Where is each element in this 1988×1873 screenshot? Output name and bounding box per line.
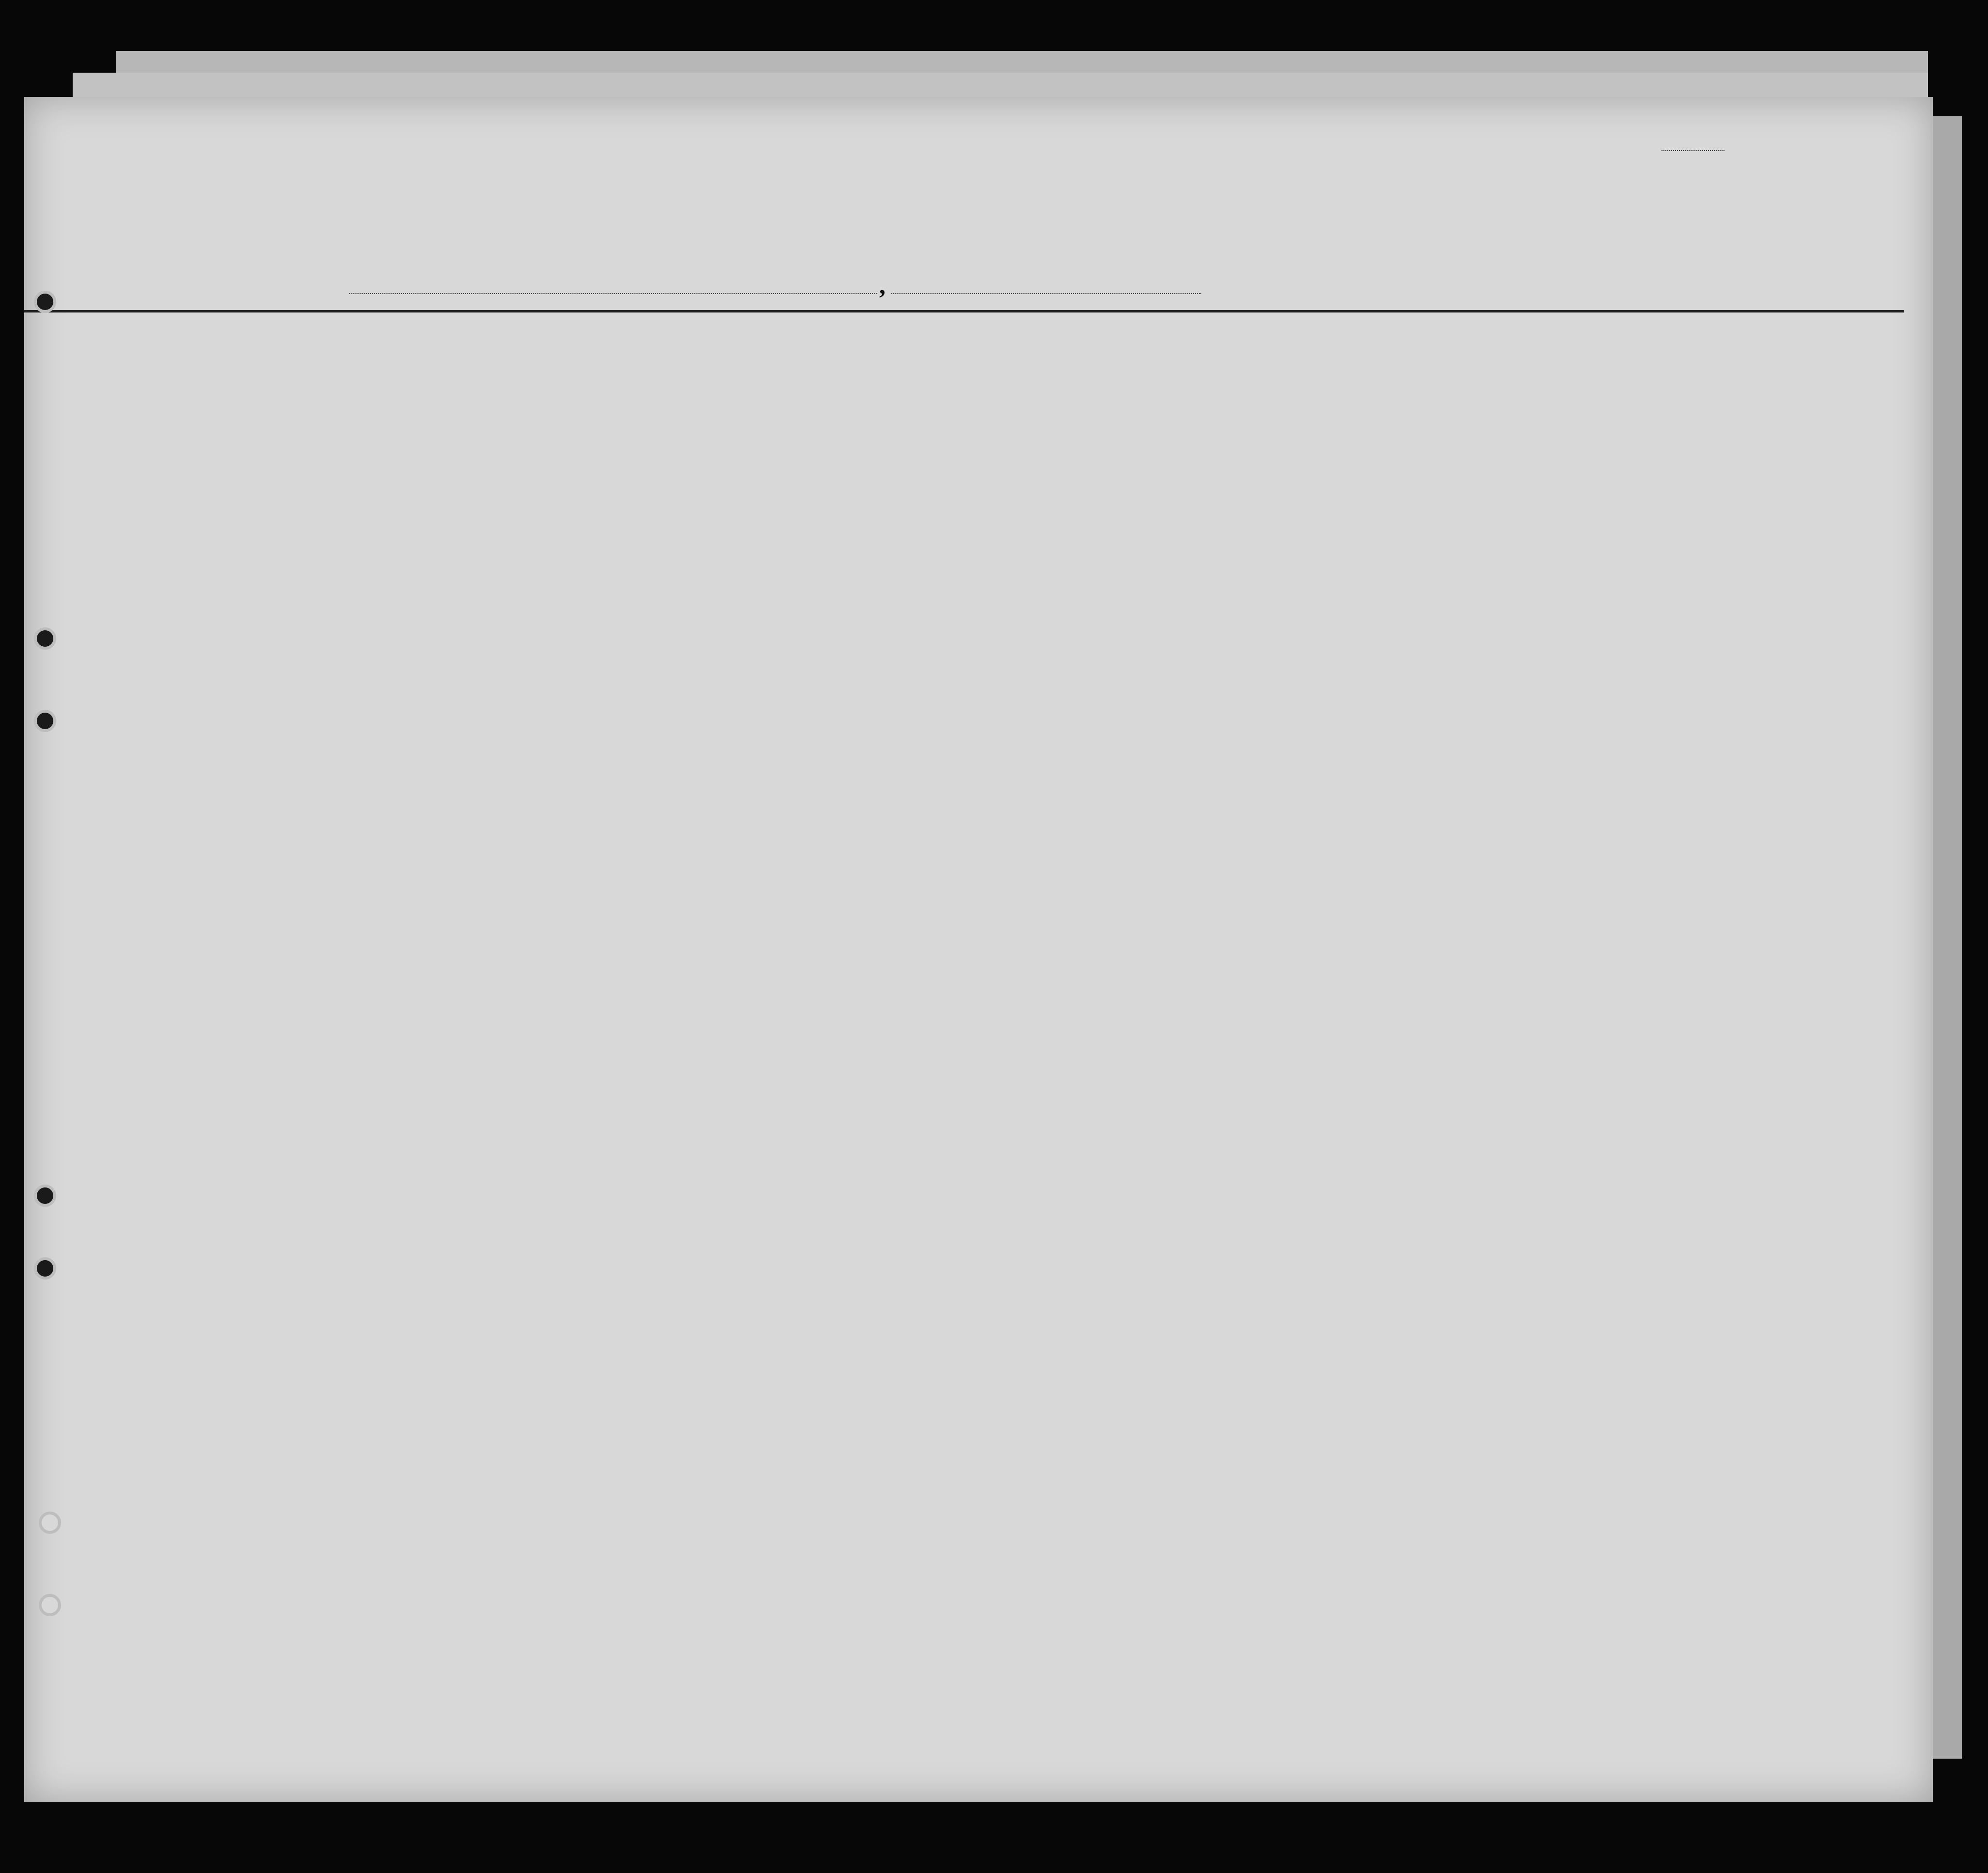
binder-hole-icon (34, 627, 56, 650)
binder-hole-icon (34, 291, 56, 313)
col30-header (1451, 368, 1475, 581)
binder-hole-icon (39, 1512, 61, 1534)
date-underline (891, 293, 1201, 294)
binder-hole-icon (34, 1257, 56, 1280)
col28-header (1364, 368, 1402, 581)
port-underline (349, 293, 877, 294)
binder-hole-icon (34, 1185, 56, 1207)
list-label-area (1662, 133, 1724, 156)
col25-header (1269, 368, 1298, 581)
binder-hole-icon (34, 710, 56, 732)
col24a-header (1124, 373, 1162, 581)
col24c-header (1235, 373, 1259, 581)
manifest-grid (24, 310, 1933, 1783)
comma: , (879, 272, 885, 299)
manifest-sheet (24, 97, 1933, 1802)
col29-header (1412, 368, 1444, 581)
col24b-header (1172, 373, 1201, 581)
binder-hole-icon (39, 1594, 61, 1616)
